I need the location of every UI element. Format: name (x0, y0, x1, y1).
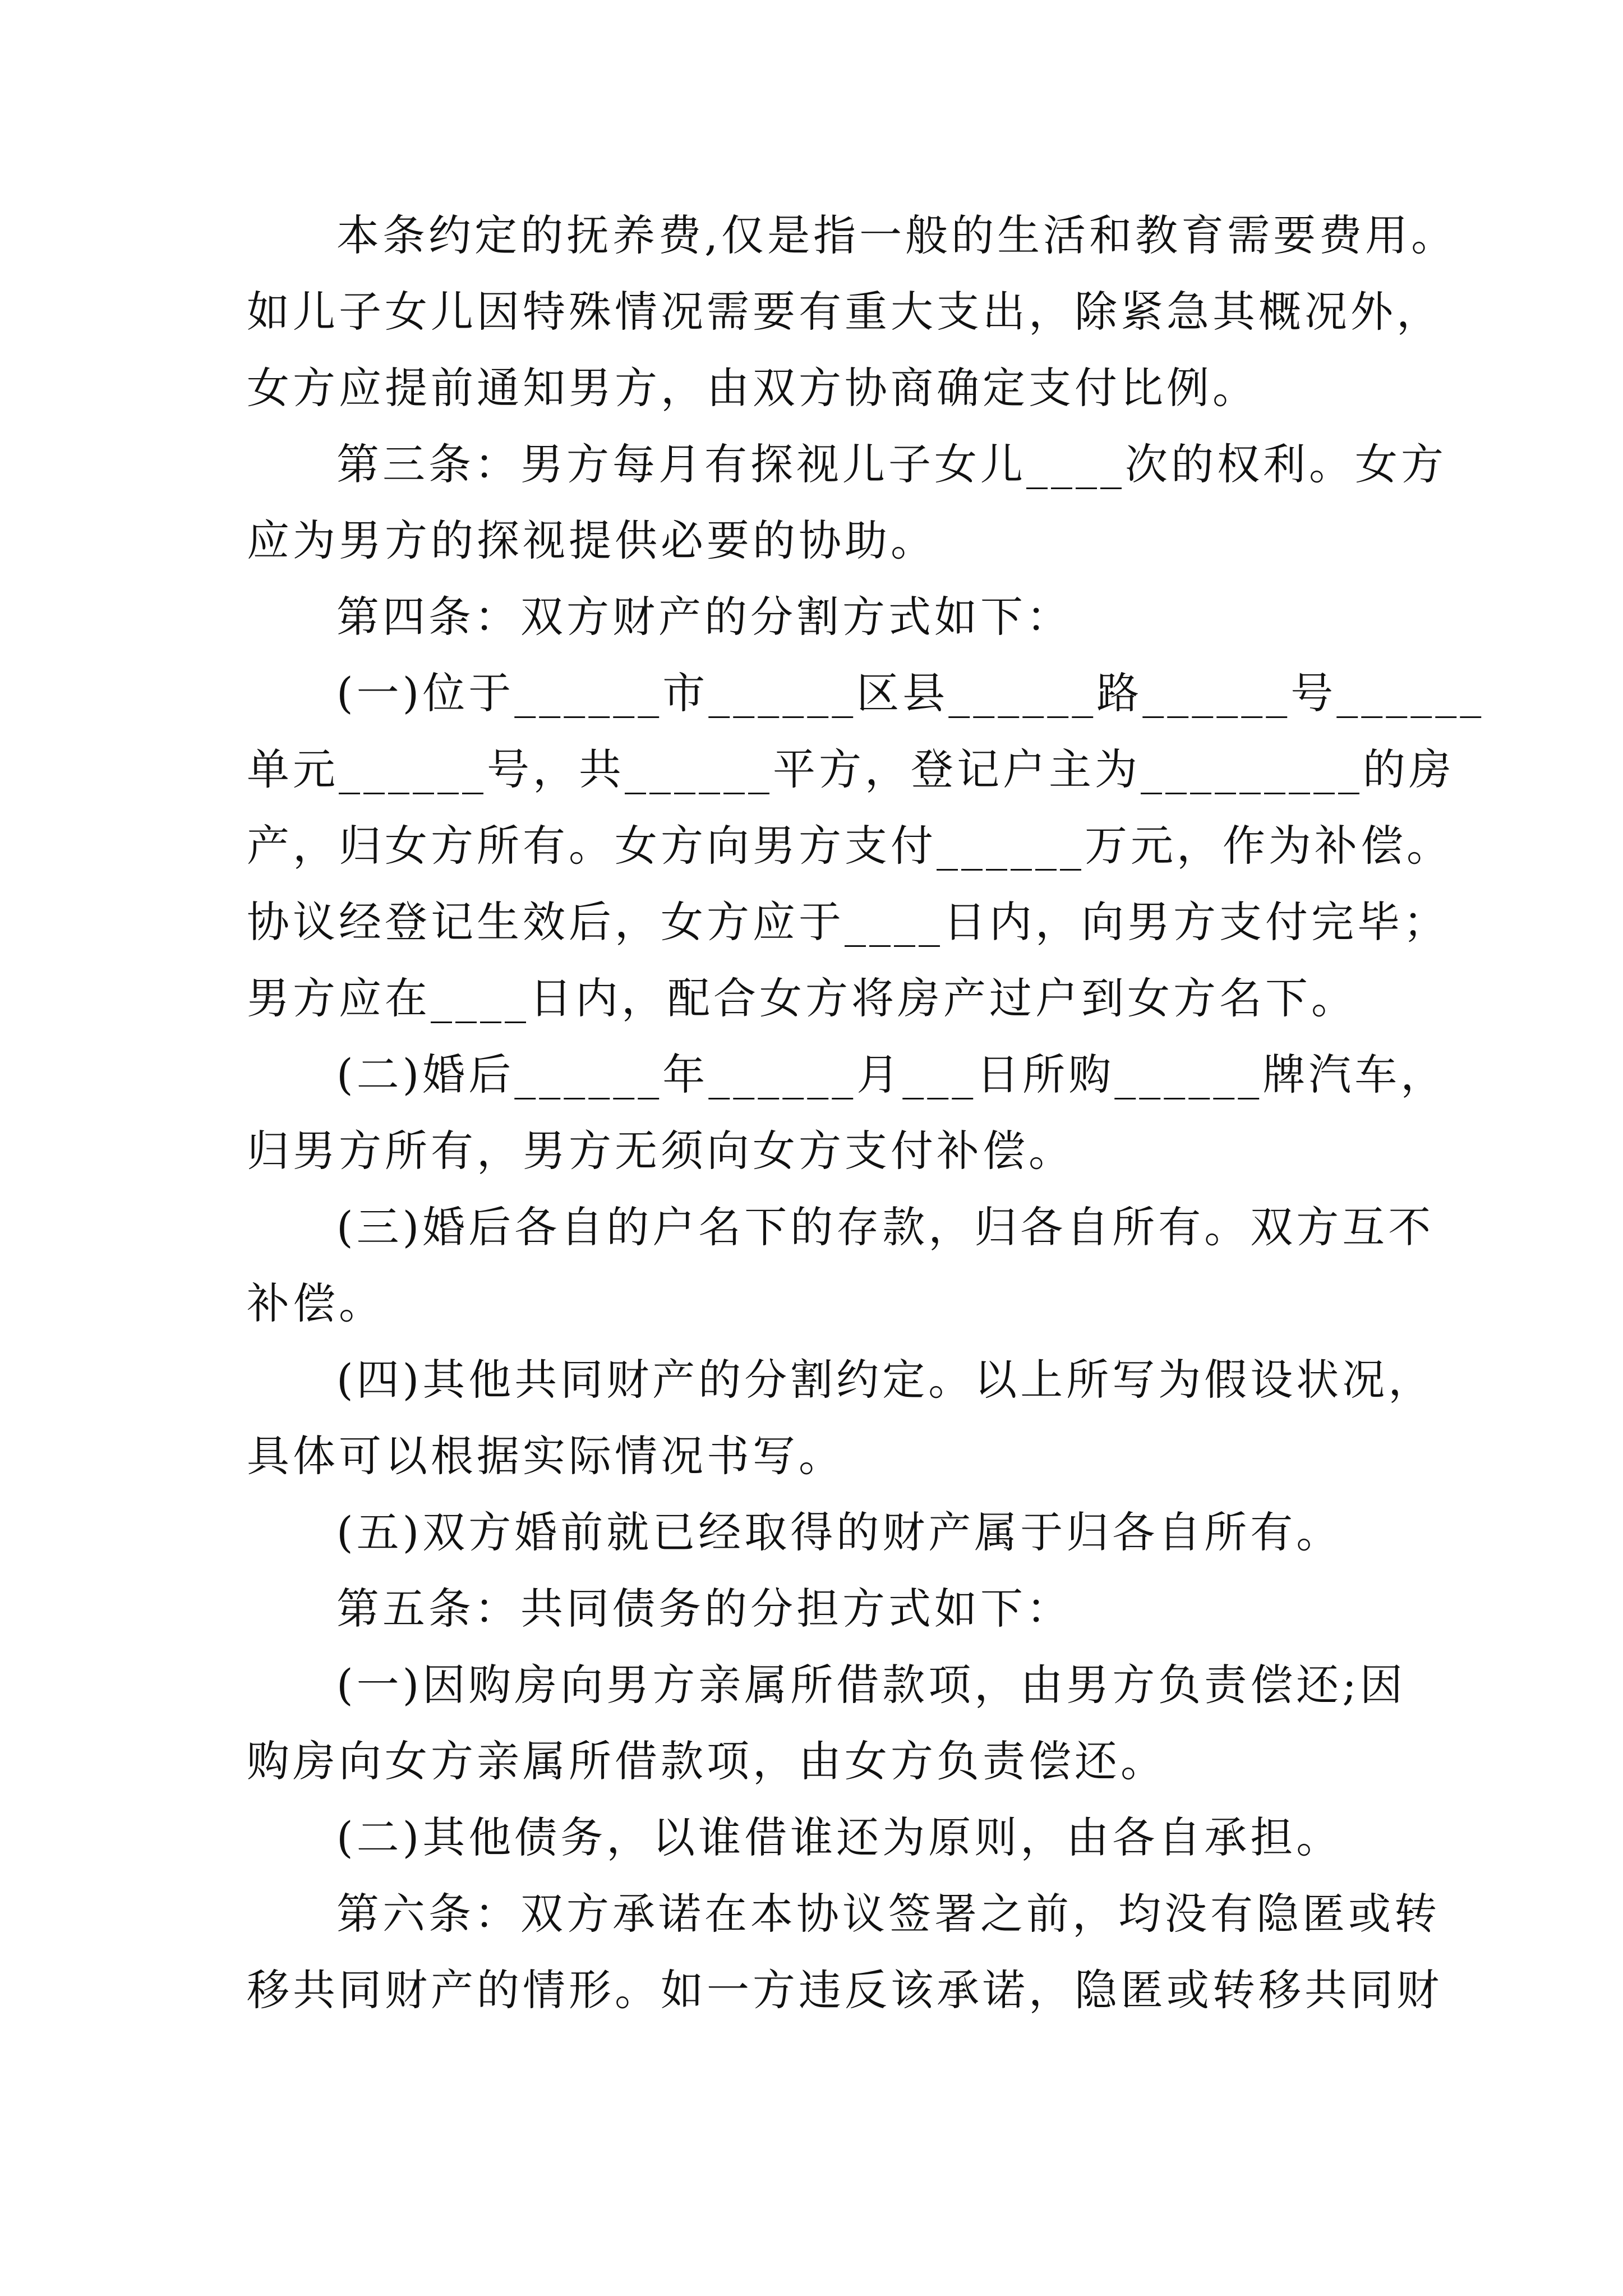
paragraph-line: (三)婚后各自的户名下的存款，归各自所有。双方互不 (336, 1202, 1435, 1252)
paragraph-line: 第三条：男方每月有探视儿子女儿____次的权利。女方 (336, 439, 1447, 489)
paragraph-line: 协议经登记生效后，女方应于____日内，向男方支付完毕； (247, 897, 1449, 947)
paragraph-line: 产，归女方所有。女方向男方支付______万元，作为补偿。 (247, 821, 1453, 871)
paragraph-line: 单元______号，共______平方，登记户主为_________的房 (247, 744, 1455, 794)
paragraph-line: 男方应在____日内，配合女方将房产过户到女方名下。 (247, 973, 1357, 1023)
paragraph-line: (一)因购房向男方亲属所借款项，由男方负责偿还;因 (336, 1660, 1406, 1710)
paragraph-line: 应为男方的探视提供必要的协助。 (247, 516, 937, 565)
paragraph-line: (五)双方婚前就已经取得的财产属于归各自所有。 (336, 1507, 1343, 1557)
paragraph-line: 第四条：双方财产的分割方式如下： (336, 592, 1072, 642)
paragraph-line: 具体可以根据实际情况书写。 (247, 1431, 845, 1481)
paragraph-line: 本条约定的抚养费,仅是指一般的生活和教育需要费用。 (336, 210, 1458, 260)
paragraph-line: (一)位于______市______区县______路______号______ (336, 668, 1485, 718)
paragraph-line: 第五条：共同债务的分担方式如下： (336, 1584, 1072, 1634)
paragraph-line: 购房向女方亲属所借款项，由女方负责偿还。 (247, 1736, 1166, 1786)
paragraph-line: (二)婚后______年______月___日所购______牌汽车， (336, 1050, 1447, 1099)
paragraph-line: 第六条：双方承诺在本协议签署之前，均没有隐匿或转 (336, 1889, 1440, 1939)
paragraph-line: 女方应提前通知男方，由双方协商确定支付比例。 (247, 363, 1258, 413)
paragraph-line: (二)其他债务，以谁借谁还为原则，由各自承担。 (336, 1812, 1343, 1862)
paragraph-line: 移共同财产的情形。如一方违反该承诺，隐匿或转移共同财 (247, 1965, 1442, 2015)
paragraph-line: (四)其他共同财产的分割约定。以上所写为假设状况， (336, 1355, 1435, 1405)
paragraph-line: 归男方所有，男方无须向女方支付补偿。 (247, 1126, 1075, 1176)
paragraph-line: 如儿子女儿因特殊情况需要有重大支出，除紧急其概况外， (247, 287, 1442, 337)
paragraph-line: 补偿。 (247, 1278, 385, 1328)
